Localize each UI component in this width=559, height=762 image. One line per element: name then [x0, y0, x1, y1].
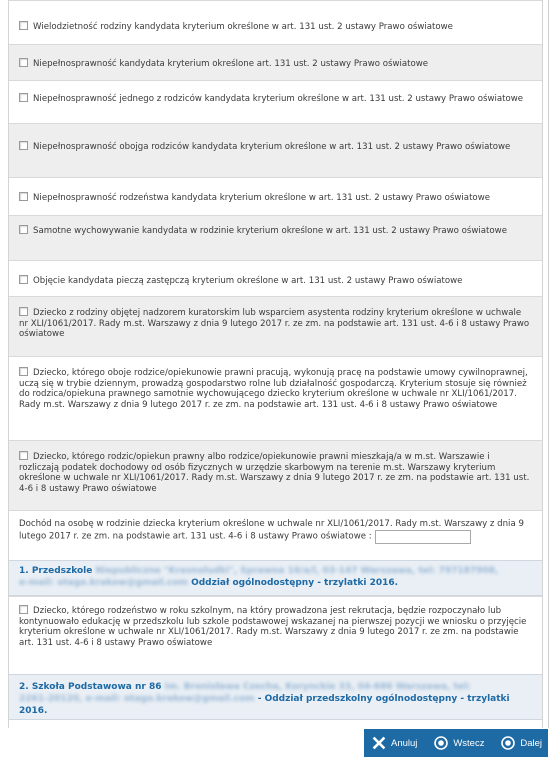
- back-button[interactable]: [434, 736, 484, 750]
- criteria-form: [8, 0, 543, 728]
- income-label: Dochód na osobę w rodzinie dziecka kryterium określone w uchwale nr XLI/1061/2017. Rady m.st. Warszawy z dnia 9 lutego 2017 r. ze zm. na podstawie art. 131 ust. 4-6 i 8 ustawy Prawo oświatowe :: [19, 519, 524, 541]
- criterion-label: Dziecko z rodziny objętej nadzorem kuratorskim lub wsparciem asystenta rodziny kryterium określone w uchwale nr XLI/1061/2017. Rady m.st. Warszawy z dnia 9 lutego 2017 r. ze zm. na podstawie art. 131 ust. 4-6 i 8 ustawy Prawo oświatowe: [19, 308, 530, 339]
- criterion-row: [9, 177, 542, 215]
- criterion-row: [9, 123, 542, 177]
- next-circle-icon: [501, 736, 515, 750]
- criterion-checkbox[interactable]: [19, 275, 28, 284]
- next-button[interactable]: [501, 736, 542, 750]
- criterion-checkbox[interactable]: [19, 21, 28, 30]
- criterion-label: Dziecko, którego rodzic/opiekun prawny albo rodzice/opiekunowie prawni mieszkają/a w m.st. Warszawie i rozliczają podatek dochodowy od osób fizycznych w urzędzie skarbowym na terenie m.st. Warszawy kryterium określone w uchwale nr XLI/1061/2017. Rady m.st. Warszawy z dnia 9 lutego 2017 r. ze zm. na podstawie art. 131 ust. 4-6 i 8 ustawy Prawo oświatowe: [19, 452, 530, 494]
- school-address-blurred: Niepubliczne "Krasnoludki", Sprawna 16/a/l, 03-147 Warszawa, tel: 797187908,: [95, 566, 499, 576]
- criterion-checkbox[interactable]: [19, 451, 28, 460]
- criterion-checkbox[interactable]: [19, 307, 28, 316]
- criterion-checkbox[interactable]: [19, 141, 28, 150]
- school-section: - Oddział przedszkolny ogólnodostępny - trzylatki 2016.: [19, 694, 510, 716]
- criterion-checkbox[interactable]: [19, 605, 28, 614]
- criterion-row: [9, 596, 542, 666]
- close-icon: [372, 736, 386, 750]
- criterion-row: [9, 260, 542, 296]
- criterion-label: Niepełnosprawność jednego z rodziców kandydata kryterium określone w art. 131 ust. 2 ustawy Prawo oświatowe: [33, 94, 524, 104]
- criterion-checkbox[interactable]: [19, 225, 28, 234]
- criterion-label: Wielodzietność rodziny kandydata kryterium określone w art. 131 ust. 2 ustawy Prawo oświatowe: [33, 22, 453, 32]
- criterion-label: Niepełnosprawność kandydata kryterium określone art. 131 ust. 2 ustawy Prawo oświatowe: [33, 59, 429, 69]
- criterion-row: [9, 296, 542, 356]
- criterion-row: [9, 0, 542, 44]
- school-name: 2. Szkoła Podstawowa nr 86: [19, 682, 162, 692]
- criterion-row: [9, 356, 542, 440]
- back-circle-icon: [434, 736, 448, 750]
- cancel-button[interactable]: [372, 736, 417, 750]
- criterion-row: [9, 440, 542, 510]
- criterion-checkbox[interactable]: [19, 58, 28, 67]
- criterion-label: Dziecko, którego oboje rodzice/opiekunowie prawni pracują, wykonują pracę na podstawie umowy cywilnoprawnej, uczą się w trybie dziennym, prowadzą gospodarstwo rolne lub działalność gospodarczą. Kryterium stosuje się również do rodzica/opiekuna prawnego samotnie wychowującego dziecko kryterium określone w uchwale nr XLI/1061/2017. Rady m.st. Warszawy z dnia 9 lutego 2017 r. ze zm. na podstawie art. 131 ust. 4-6 i 8 ustawy Prawo oświatowe: [19, 368, 528, 410]
- criterion-checkbox[interactable]: [19, 367, 28, 376]
- school-header-primary: [9, 674, 542, 720]
- school-section: Oddział ogólnodostępny - trzylatki 2016.: [191, 578, 399, 588]
- school-name: 1. Przedszkole: [19, 566, 93, 576]
- criterion-label: Objęcie kandydata pieczą zastępczą kryterium określone w art. 131 ust. 2 ustawy Prawo oświatowe: [33, 276, 463, 286]
- school-email-blurred: 2261-20120, e-mail: otago.krakow@gmail.com: [19, 694, 255, 704]
- criterion-label: Niepełnosprawność obojga rodziców kandydata kryterium określone w art. 131 ust. 2 ustawy Prawo oświatowe: [33, 142, 511, 152]
- income-input[interactable]: [375, 530, 471, 544]
- criterion-row: [9, 44, 542, 80]
- school-email-blurred: e-mail: otago.krakow@gmail.com: [19, 578, 188, 588]
- criterion-checkbox[interactable]: [19, 192, 28, 201]
- school-header-preschool: [9, 560, 542, 596]
- criterion-row: [9, 215, 542, 260]
- criterion-label: Samotne wychowywanie kandydata w rodzinie kryterium określone w art. 131 ust. 2 ustawy Prawo oświatowe: [33, 226, 508, 236]
- next-label: Dalej: [520, 737, 542, 749]
- school-address-blurred: im. Bronisława Czecha, Korynckie 33, 04-686 Warszawa, tel:: [164, 682, 471, 692]
- scroll-track: [548, 0, 549, 728]
- wizard-nav-bar: [364, 729, 548, 757]
- criterion-checkbox[interactable]: [19, 93, 28, 102]
- income-row: [9, 510, 542, 560]
- criterion-label: Niepełnosprawność rodzeństwa kandydata kryterium określone w art. 131 ust. 2 ustawy Prawo oświatowe: [33, 193, 491, 203]
- back-label: Wstecz: [453, 737, 485, 749]
- criterion-label: Dziecko, którego rodzeństwo w roku szkolnym, na który prowadzona jest rekrutacja, będzie rozpoczynało lub kontynuowało edukację w przedszkolu lub szkole podstawowej wskazanej na pierwszej pozycji we wniosku o przyjęcie kryterium określone w uchwale nr XLI/1061/2017. Rady m.st. Warszawy z dnia 9 lutego 2017 r. ze zm. na podstawie art. 131 ust. 4-6 i 8 ustawy Prawo oświatowe: [19, 606, 527, 648]
- cancel-label: Anuluj: [391, 737, 418, 749]
- criterion-row: [9, 80, 542, 123]
